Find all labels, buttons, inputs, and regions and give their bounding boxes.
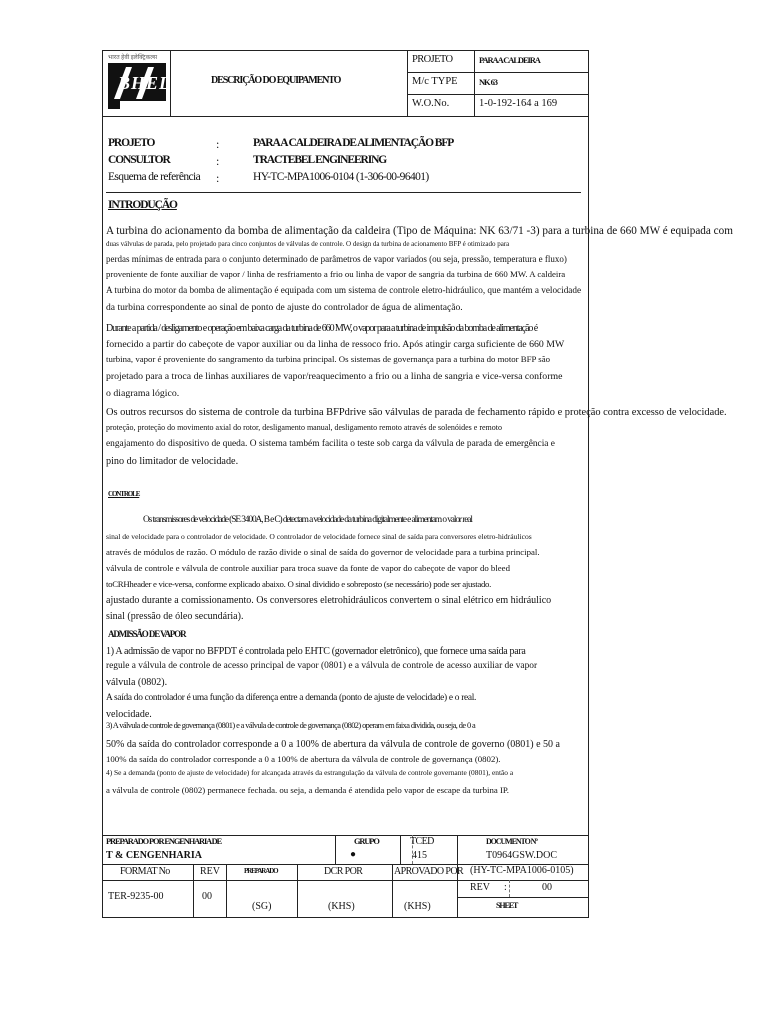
footer-doc-label: DOCUMENTO Nº: [486, 837, 537, 846]
footer-format-value: TER-9235-00: [108, 891, 164, 902]
header-label-type: M/c TYPE: [412, 76, 458, 87]
footer-doc-value-1: T0964GSW.DOC: [486, 850, 558, 861]
header-info-table: [407, 50, 589, 116]
intro-p1-line-6: da turbina correspondente ao sinal de ponto de ajuste do controlador de água de alimentação.: [106, 302, 463, 313]
footer-grupo-value: ●: [350, 849, 357, 860]
footer-doc-value-2: (HY-TC-MPA1006-0105): [470, 865, 574, 876]
intro-p2-line-5: o diagrama lógico.: [106, 388, 180, 399]
control-line-2: sinal de velocidade para o controlador de velocidade. O controlador de velocidade fornece sinal de saída para conversores eletro-hidráulicos: [106, 532, 532, 541]
footer-tced-value: 415: [412, 850, 427, 861]
control-line-1: Os transmissores de velocidade (SE 3400A, B e C) detectam a velocidade da turbina digitalmente e alimentam o valor real: [143, 515, 472, 525]
header-value-wo: 1-0-192-164 a 169: [479, 98, 558, 109]
meta-label-scheme: Esquema de referência: [108, 171, 201, 183]
intro-p1-line-4: proveniente de fonte auxiliar de vapor / linha de resfriamento a frio ou linha de vapor de sangria da turbina de 660 MW. A caldeira: [106, 269, 566, 279]
control-line-7: sinal (pressão de óleo secundária).: [106, 611, 244, 622]
header-label-project: PROJETO: [412, 54, 453, 65]
header-value-project: PARA A CALDEIRA: [479, 55, 540, 65]
meta-value-project: PARA A CALDEIRA DE ALIMENTAÇÃO BFP: [253, 137, 454, 149]
footer-prep-value: (SG): [252, 901, 272, 912]
admission-line-10: a válvula de controle (0802) permanece fechada. ou seja, a demanda é atendida pelo vapor de escape da turbina IP.: [106, 785, 510, 795]
meta-colon-consultant: :: [216, 154, 220, 168]
admission-line-4: A saída do controlador é uma função da diferença entre a demanda (ponto de ajuste de velocidade) e o real.: [106, 693, 477, 703]
control-line-5: toCRHheader e vice-versa, conforme explicado abaixo. O sinal dividido e sobreposto (se necessário) pode ser ajustado.: [106, 579, 492, 589]
admission-line-5: velocidade.: [106, 709, 152, 720]
header-value-type: NK 63: [479, 77, 497, 87]
intro-p3-line-1: Os outros recursos do sistema de controle da turbina BFPdrive são válvulas de parada de fechamento rápido e proteção contra excesso de velocidade.: [106, 407, 727, 418]
footer-dcr-value: (KHS): [328, 901, 355, 912]
meta-value-consultant: TRACTEBEL ENGINEERING: [253, 154, 387, 166]
footer-approved-label: APROVADO POR: [394, 866, 464, 877]
header-bottom-rule: [102, 116, 589, 117]
intro-p3-line-4: pino do limitador de velocidade.: [106, 456, 239, 467]
admission-line-3: válvula (0802).: [106, 677, 168, 688]
meta-label-consultant: CONSULTOR: [108, 154, 170, 166]
admission-line-7: 50% da saída do controlador corresponde a 0 a 100% de abertura da válvula de controle de governo (0801) e 50 a: [106, 739, 560, 750]
meta-colon-project: :: [216, 137, 220, 151]
meta-value-scheme: HY-TC-MPA1006-0104 (1-306-00-96401): [253, 171, 429, 183]
intro-p1-line-2: duas válvulas de parada, pelo projetado para cinco conjuntos de válvulas de controle. O design da turbina de acionamento BFP é otimizado para: [106, 240, 510, 248]
intro-p1-line-1: A turbina do acionamento da bomba de alimentação da caldeira (Tipo de Máquina: NK 63/71 -3) para a turbina de 660 MW é equipada com: [106, 225, 733, 237]
footer-block: [102, 835, 589, 918]
footer-grupo-label: GRUPO: [354, 837, 379, 846]
admission-line-8: 100% da saída do controlador corresponde a 0 a 100% de abertura da válvula de controle de governança (0802).: [106, 754, 501, 764]
bhel-logo: [106, 55, 170, 111]
admission-line-2: regule a válvula de controle de acesso principal de vapor (0801) e a válvula de controle de acesso auxiliar de vapor: [106, 661, 538, 671]
logo-text: BHEL: [118, 73, 172, 93]
logo-divider: [170, 50, 171, 116]
doc-title: DESCRIÇÃO DO EQUIPAMENTO: [211, 75, 341, 86]
footer-rev2-value: 00: [542, 882, 552, 893]
intro-p3-line-2: proteção, proteção do movimento axial do rotor, desligamento manual, desligamento remoto através de solenóides e remoto: [106, 423, 503, 432]
footer-approved-value: (KHS): [404, 901, 431, 912]
footer-rev-label: REV: [200, 866, 220, 877]
intro-p2-line-2: fornecido a partir do cabeçote de vapor auxiliar ou da linha de ressoco frio. Após atingir carga suficiente de 660 MW: [106, 339, 565, 350]
meta-rule: [106, 192, 581, 193]
intro-p2-line-1: Durante a partida / desligamento e operação em baixa carga da turbina de 660 MW, o vapor para a turbina de impulsão da bomba de alimentação é: [106, 323, 538, 334]
intro-p2-line-3: turbina, vapor é proveniente do sangramento da turbina principal. Os sistemas de governança para a turbina do motor BFP são: [106, 354, 551, 364]
admission-line-1: 1) A admissão de vapor no BFPDT é controlada pelo EHTC (governador eletrônico), que fornece uma saída para: [106, 646, 526, 657]
footer-dept: T & CENGENHARIA: [106, 850, 202, 861]
admission-line-6: 3) A válvula de controle de governança (0801) e a válvula de controle de governança (0802) operam em faixa dividida, ou seja, de 0 a: [106, 721, 476, 730]
control-line-6: ajustado durante a comissionamento. Os conversores eletrohidráulicos convertem o sinal elétrico em hidráulico: [106, 595, 552, 606]
intro-p3-line-3: engajamento do dispositivo de queda. O sistema também facilita o teste sob carga da válvula de parada de emergência e: [106, 439, 555, 449]
intro-heading: INTRODUÇÃO: [108, 199, 177, 211]
control-line-4: válvula de controle e válvula de controle auxiliar para troca suave da fonte de vapor do cabeçote de vapor do bleed: [106, 563, 510, 573]
footer-dcr-label: DCR POR: [324, 866, 363, 877]
footer-rev2-colon: :: [504, 882, 507, 893]
footer-rev-value: 00: [202, 891, 212, 902]
intro-p1-line-5: A turbina do motor da bomba de alimentação é equipada com um sistema de controle eletro-hidráulico, que mantém a velocidade: [106, 285, 582, 295]
footer-sheet-label: SHEET: [496, 901, 518, 910]
header-label-wo: W.O.No.: [412, 98, 450, 109]
control-line-3: através de módulos de razão. O módulo de razão divide o sinal de saída do governor de velocidade para a turbina principal.: [106, 547, 540, 557]
admission-line-9: 4) Se a demanda (ponto de ajuste de velocidade) for alcançada através da estrangulação da válvula de controle governante (0801), então a: [106, 768, 514, 777]
footer-prepared-label: PREPARADO POR ENGENHARIA DE: [106, 837, 222, 846]
footer-prep-label: PREPARADO: [244, 867, 278, 875]
control-heading: CONTROLE: [108, 490, 140, 498]
intro-p2-line-4: projetado para a troca de linhas auxiliares de vapor/reaquecimento a frio ou a linha de sangria e vice-versa conforme: [106, 371, 563, 382]
intro-p1-line-3: perdas mínimas de entrada para o conjunto determinado de parâmetros de vapor variados (ou seja, pressão, temperatura e fluxo): [106, 254, 567, 264]
meta-colon-scheme: :: [216, 171, 220, 185]
meta-label-project: PROJETO: [108, 137, 155, 149]
footer-format-label: FORMAT No: [120, 866, 170, 877]
admission-heading: ADMISSÃO DE VAPOR: [108, 629, 186, 639]
logo-top-text: भारत हेवी इलेक्ट्रिकल्स: [108, 55, 158, 61]
footer-rev2-label: REV: [470, 882, 490, 893]
footer-tced-label: TCED: [410, 836, 434, 847]
